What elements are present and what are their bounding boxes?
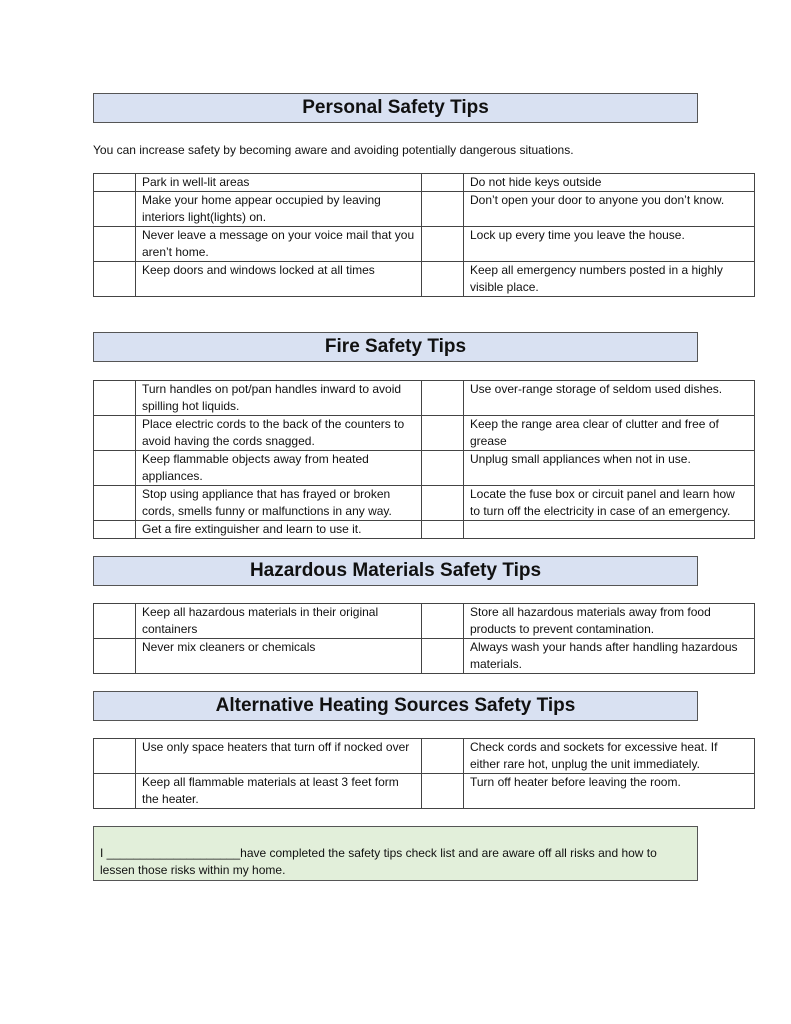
table-row [94, 174, 755, 192]
checkbox-cell[interactable] [94, 521, 136, 539]
tip-cell: Keep the range area clear of clutter and free of grease [464, 416, 755, 451]
tip-cell: Lock up every time you leave the house. [464, 227, 755, 262]
tip-cell: Get a fire extinguisher and learn to use it. [136, 521, 422, 539]
table-row [94, 227, 755, 262]
table-row [94, 416, 755, 451]
checkbox-cell[interactable] [94, 604, 136, 639]
tip-cell: Make your home appear occupied by leaving interiors light(lights) on. [136, 192, 422, 227]
tip-cell: Store all hazardous materials away from food products to prevent contamination. [464, 604, 755, 639]
table-row [94, 774, 755, 809]
checkbox-cell[interactable] [422, 604, 464, 639]
tip-cell [464, 521, 755, 539]
checkbox-cell[interactable] [422, 262, 464, 297]
completion-declaration: I ____________________have completed the safety tips check list and are aware off all risks and how to lessen those risks within my home. [93, 826, 698, 881]
table-row [94, 486, 755, 521]
tip-cell: Locate the fuse box or circuit panel and learn how to turn off the electricity in case of an emergency. [464, 486, 755, 521]
table-row [94, 262, 755, 297]
tip-cell: Unplug small appliances when not in use. [464, 451, 755, 486]
checkbox-cell[interactable] [422, 381, 464, 416]
heating-tips-table [93, 738, 755, 809]
tip-cell: Do not hide keys outside [464, 174, 755, 192]
checkbox-cell[interactable] [422, 739, 464, 774]
checkbox-cell[interactable] [94, 192, 136, 227]
table-row [94, 639, 755, 674]
tip-cell: Turn off heater before leaving the room. [464, 774, 755, 809]
tip-cell: Always wash your hands after handling hazardous materials. [464, 639, 755, 674]
tip-cell: Never leave a message on your voice mail that you aren’t home. [136, 227, 422, 262]
checkbox-cell[interactable] [94, 486, 136, 521]
tip-cell: Keep all hazardous materials in their original containers [136, 604, 422, 639]
section-title-fire: Fire Safety Tips [93, 332, 698, 362]
hazardous-tips-table [93, 603, 755, 674]
checkbox-cell[interactable] [94, 174, 136, 192]
tip-cell: Use only space heaters that turn off if nocked over [136, 739, 422, 774]
tip-cell: Place electric cords to the back of the counters to avoid having the cords snagged. [136, 416, 422, 451]
table-row [94, 604, 755, 639]
checkbox-cell[interactable] [422, 227, 464, 262]
checkbox-cell[interactable] [422, 521, 464, 539]
checkbox-cell[interactable] [94, 739, 136, 774]
tip-cell: Use over-range storage of seldom used dishes. [464, 381, 755, 416]
tip-cell: Never mix cleaners or chemicals [136, 639, 422, 674]
checkbox-cell[interactable] [94, 262, 136, 297]
checkbox-cell[interactable] [422, 192, 464, 227]
checkbox-cell[interactable] [94, 774, 136, 809]
section-title-heating: Alternative Heating Sources Safety Tips [93, 691, 698, 721]
personal-tips-table [93, 173, 755, 297]
tip-cell: Check cords and sockets for excessive heat. If either rare hot, unplug the unit immediately. [464, 739, 755, 774]
checkbox-cell[interactable] [94, 639, 136, 674]
checkbox-cell[interactable] [94, 227, 136, 262]
tip-cell: Don’t open your door to anyone you don’t know. [464, 192, 755, 227]
checkbox-cell[interactable] [422, 774, 464, 809]
fire-tips-table [93, 380, 755, 539]
table-row [94, 739, 755, 774]
tip-cell: Keep flammable objects away from heated appliances. [136, 451, 422, 486]
checklist-page [93, 93, 738, 881]
tip-cell: Keep all flammable materials at least 3 feet form the heater. [136, 774, 422, 809]
table-row [94, 381, 755, 416]
section-title-personal: Personal Safety Tips [93, 93, 698, 123]
checkbox-cell[interactable] [422, 174, 464, 192]
personal-intro-text: You can increase safety by becoming aware and avoiding potentially dangerous situations. [93, 143, 574, 157]
table-row [94, 521, 755, 539]
checkbox-cell[interactable] [94, 451, 136, 486]
table-row [94, 451, 755, 486]
checkbox-cell[interactable] [422, 639, 464, 674]
checkbox-cell[interactable] [422, 486, 464, 521]
section-title-hazardous: Hazardous Materials Safety Tips [93, 556, 698, 586]
tip-cell: Turn handles on pot/pan handles inward to avoid spilling hot liquids. [136, 381, 422, 416]
checkbox-cell[interactable] [94, 381, 136, 416]
tip-cell: Keep all emergency numbers posted in a highly visible place. [464, 262, 755, 297]
checkbox-cell[interactable] [422, 451, 464, 486]
checkbox-cell[interactable] [422, 416, 464, 451]
table-row [94, 192, 755, 227]
tip-cell: Keep doors and windows locked at all times [136, 262, 422, 297]
tip-cell: Stop using appliance that has frayed or broken cords, smells funny or malfunctions in any way. [136, 486, 422, 521]
tip-cell: Park in well-lit areas [136, 174, 422, 192]
checkbox-cell[interactable] [94, 416, 136, 451]
